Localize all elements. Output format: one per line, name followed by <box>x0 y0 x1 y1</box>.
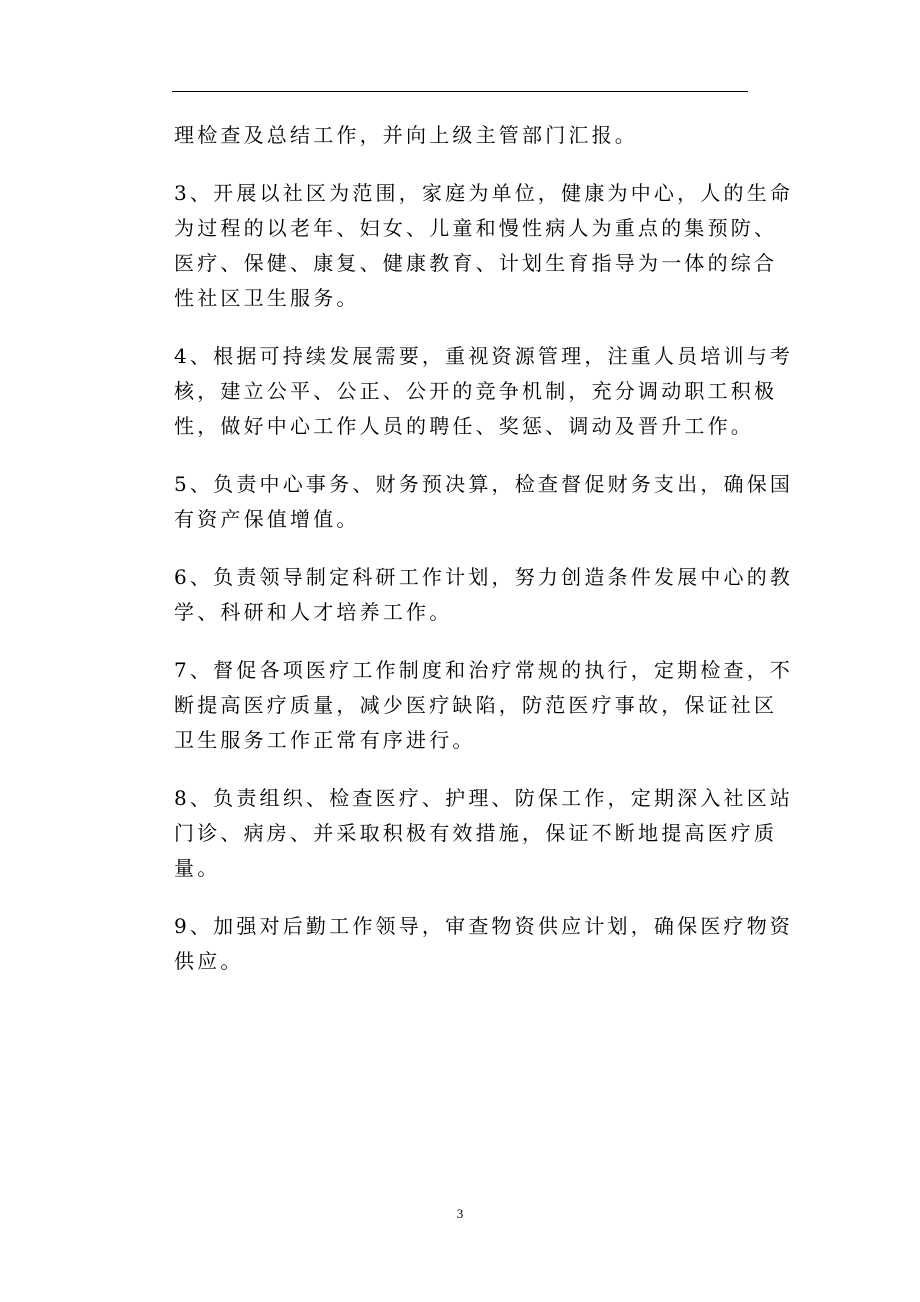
text-line: 供应。 <box>174 949 244 973</box>
text-line: 3、开展以社区为范围，家庭为单位，健康为中心，人的生命 <box>174 181 794 205</box>
paragraph-continuation <box>174 118 754 153</box>
text-line: 学、科研和人才培养工作。 <box>174 600 453 624</box>
text-line: 卫生服务工作正常有序进行。 <box>174 728 476 752</box>
text-line: 性，做好中心工作人员的聘任、奖惩、调动及晋升工作。 <box>174 414 754 438</box>
text-line: 8、负责组织、检查医疗、护理、防保工作，定期深入社区站 <box>174 786 794 810</box>
paragraph-item-4 <box>174 339 794 444</box>
text-line: 量。 <box>174 856 221 880</box>
paragraph-item-5 <box>174 467 794 537</box>
header-rule <box>172 91 748 92</box>
text-line: 有资产保值增值。 <box>174 507 360 531</box>
document-body <box>174 118 794 1002</box>
text-line: 医疗、保健、康复、健康教育、计划生育指导为一体的综合 <box>174 251 778 275</box>
paragraph-item-9 <box>174 909 794 979</box>
text-line: 7、督促各项医疗工作制度和治疗常规的执行，定期检查，不 <box>174 658 794 682</box>
text-line: 门诊、病房、并采取积极有效措施，保证不断地提高医疗质 <box>174 821 778 845</box>
text-line: 性社区卫生服务。 <box>174 286 360 310</box>
text-line: 5、负责中心事务、财务预决算，检查督促财务支出，确保国 <box>174 472 794 496</box>
text-line: 理检查及总结工作，并向上级主管部门汇报。 <box>174 123 638 147</box>
text-line: 9、加强对后勤工作领导，审查物资供应计划，确保医疗物资 <box>174 914 794 938</box>
paragraph-item-7 <box>174 653 794 758</box>
text-line: 断提高医疗质量，减少医疗缺陷，防范医疗事故，保证社区 <box>174 693 778 717</box>
text-line: 为过程的以老年、妇女、儿童和慢性病人为重点的集预防、 <box>174 216 778 240</box>
text-line: 4、根据可持续发展需要，重视资源管理，注重人员培训与考 <box>174 344 794 368</box>
text-line: 6、负责领导制定科研工作计划，努力创造条件发展中心的教 <box>174 565 794 589</box>
paragraph-item-8 <box>174 781 794 886</box>
text-line: 核，建立公平、公正、公开的竞争机制，充分调动职工积极 <box>174 379 778 403</box>
paragraph-item-3 <box>174 176 794 316</box>
paragraph-item-6 <box>174 560 794 630</box>
page-number: 3 <box>456 1206 464 1221</box>
